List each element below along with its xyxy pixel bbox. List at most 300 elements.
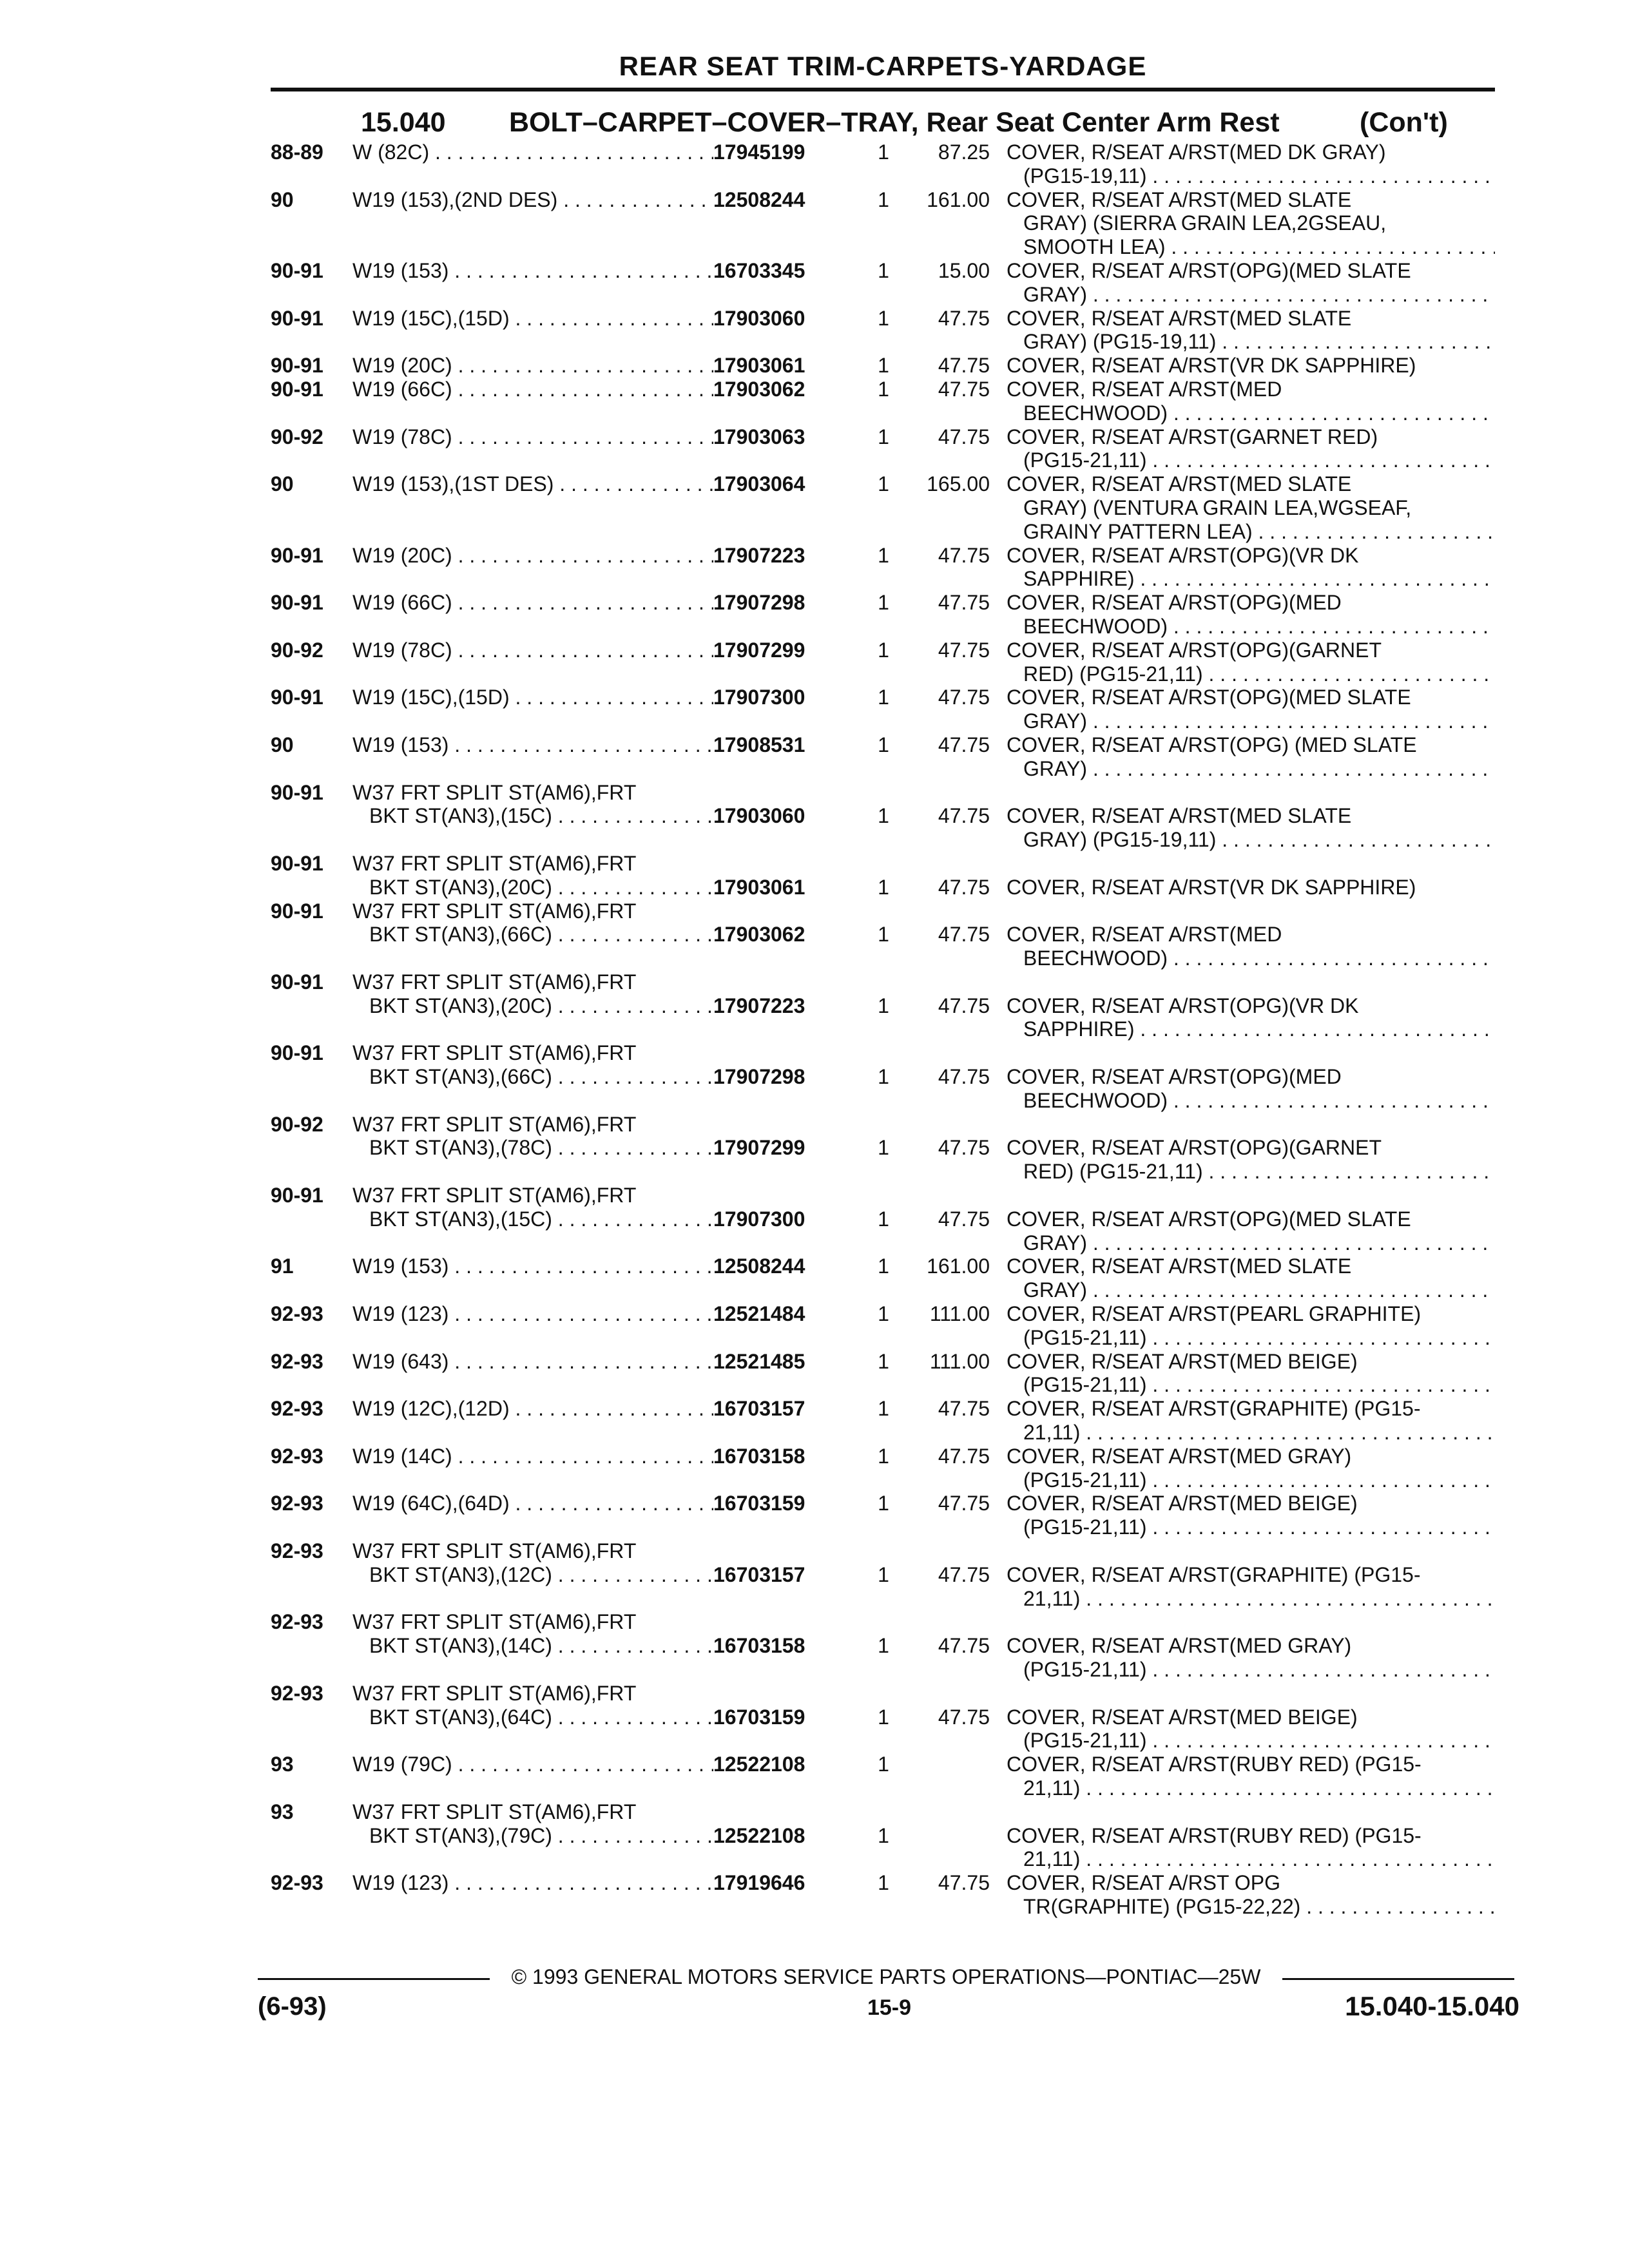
footer-rule-left xyxy=(258,1978,490,1980)
row-description-line: COVER, R/SEAT A/RST(OPG)(MED xyxy=(1007,591,1342,615)
row-model xyxy=(352,307,713,354)
row-model-line: BKT ST(AN3),(15C) . . . xyxy=(352,804,713,828)
row-model xyxy=(352,639,713,686)
row-description xyxy=(1007,1041,1495,1112)
row-model-line: W37 FRT SPLIT ST(AM6),FRT xyxy=(352,970,637,994)
row-description-line: GRAY) . . . xyxy=(1007,283,1495,307)
row-part-number: 17945199 xyxy=(713,140,805,164)
row-description-line: COVER, R/SEAT A/RST(OPG)(MED SLATE xyxy=(1007,1207,1411,1231)
row-description-line: COVER, R/SEAT A/RST(MED DK GRAY) xyxy=(1007,140,1386,164)
row-model-line: W19 (15C),(15D) . . . xyxy=(352,686,713,709)
row-model xyxy=(352,1682,713,1753)
row-description-line: SAPPHIRE) . . . xyxy=(1007,1017,1495,1041)
row-description-line: COVER, R/SEAT A/RST(OPG)(GARNET xyxy=(1007,1136,1382,1160)
row-years: 92-93 xyxy=(271,1610,323,1634)
row-price: 47.75 xyxy=(938,1397,990,1421)
row-price: 47.75 xyxy=(938,1207,990,1231)
row-price: 47.75 xyxy=(938,994,990,1017)
row-description xyxy=(1007,1445,1495,1492)
row-description-line: COVER, R/SEAT A/RST(VR DK SAPPHIRE) xyxy=(1007,354,1416,378)
row-years: 90-91 xyxy=(271,970,323,994)
row-model-line: W37 FRT SPLIT ST(AM6),FRT xyxy=(352,1800,637,1823)
row-part-number: 17903060 xyxy=(713,804,805,828)
row-quantity: 1 xyxy=(878,1492,889,1515)
row-description xyxy=(1007,1113,1495,1184)
row-description xyxy=(1007,1753,1495,1800)
row-price: 47.75 xyxy=(938,306,990,330)
row-quantity: 1 xyxy=(878,425,889,448)
row-model-line: W19 (78C) . . . xyxy=(352,425,713,449)
section-continued: (Con't) xyxy=(1360,107,1448,138)
row-model xyxy=(352,781,713,852)
row-quantity: 1 xyxy=(878,733,889,756)
row-model-line: W37 FRT SPLIT ST(AM6),FRT xyxy=(352,780,637,804)
row-description-line: RED) (PG15-21,11) . . . xyxy=(1007,662,1495,686)
row-model-line: W37 FRT SPLIT ST(AM6),FRT xyxy=(352,851,637,875)
parts-row xyxy=(271,1254,1495,1302)
footer-copyright: © 1993 GENERAL MOTORS SERVICE PARTS OPERATIONS—PONTIAC—25W xyxy=(511,1965,1261,1988)
row-quantity: 1 xyxy=(878,1349,889,1373)
row-price: 161.00 xyxy=(927,1254,990,1278)
row-years: 90-91 xyxy=(271,1041,323,1065)
row-description xyxy=(1007,1610,1495,1681)
row-description-line: GRAY) . . . xyxy=(1007,757,1495,781)
row-description-line: GRAY) . . . xyxy=(1007,709,1495,733)
row-description-line: BEECHWOOD) . . . xyxy=(1007,615,1495,639)
row-years: 90 xyxy=(271,733,294,756)
row-model xyxy=(352,425,713,473)
row-price: 15.00 xyxy=(938,258,990,282)
row-price: 111.00 xyxy=(929,1302,990,1326)
row-model xyxy=(352,1539,713,1610)
row-description-line: COVER, R/SEAT A/RST(RUBY RED) (PG15- xyxy=(1007,1753,1422,1776)
row-description xyxy=(1007,733,1495,781)
row-model xyxy=(352,1302,713,1350)
row-part-number: 16703345 xyxy=(713,258,805,282)
row-model-line: W19 (153),(1ST DES) . . . xyxy=(352,472,713,496)
row-description xyxy=(1007,378,1495,425)
parts-row xyxy=(271,1610,1495,1681)
row-description-line: (PG15-19,11) . . . xyxy=(1007,164,1495,188)
row-price: 47.75 xyxy=(938,591,990,615)
section-title: BOLT–CARPET–COVER–TRAY, Rear Seat Center Arm Rest xyxy=(509,107,1280,138)
row-description xyxy=(1007,1871,1495,1919)
row-model-line: W19 (123) . . . xyxy=(352,1302,713,1326)
row-quantity: 1 xyxy=(878,187,889,211)
row-part-number: 12521484 xyxy=(713,1302,805,1326)
row-model-line: W (82C) . . . xyxy=(352,140,713,164)
parts-row xyxy=(271,1302,1495,1350)
row-model-line: W19 (78C) . . . xyxy=(352,639,713,662)
row-description xyxy=(1007,899,1495,970)
row-description xyxy=(1007,1492,1495,1539)
row-description xyxy=(1007,1254,1495,1302)
row-description-line: GRAY) (VENTURA GRAIN LEA,WGSEAF, xyxy=(1023,495,1412,519)
row-description xyxy=(1007,354,1495,378)
row-quantity: 1 xyxy=(878,377,889,401)
row-model xyxy=(352,1113,713,1184)
row-model xyxy=(352,188,713,259)
row-description-line: COVER, R/SEAT A/RST(MED SLATE xyxy=(1007,187,1352,211)
parts-row xyxy=(271,852,1495,899)
row-model-line: BKT ST(AN3),(12C) . . . xyxy=(352,1563,713,1587)
row-quantity: 1 xyxy=(878,140,889,164)
row-model xyxy=(352,591,713,639)
row-part-number: 17907300 xyxy=(713,686,805,709)
row-quantity: 1 xyxy=(878,1444,889,1468)
row-model xyxy=(352,1753,713,1800)
row-model xyxy=(352,1610,713,1681)
row-years: 90-91 xyxy=(271,1184,323,1207)
row-quantity: 1 xyxy=(878,258,889,282)
row-description-line: COVER, R/SEAT A/RST(OPG)(VR DK xyxy=(1007,543,1359,567)
parts-row xyxy=(271,781,1495,852)
row-description-line: COVER, R/SEAT A/RST(MED BEIGE) xyxy=(1007,1705,1358,1729)
row-model-line: W37 FRT SPLIT ST(AM6),FRT xyxy=(352,1681,637,1705)
row-description-line: COVER, R/SEAT A/RST(OPG)(MED xyxy=(1007,1065,1342,1089)
row-model-line: W19 (15C),(15D) . . . xyxy=(352,307,713,331)
row-part-number: 16703157 xyxy=(713,1397,805,1421)
row-model xyxy=(352,1184,713,1254)
row-years: 90-91 xyxy=(271,899,323,923)
row-part-number: 12521485 xyxy=(713,1349,805,1373)
row-description xyxy=(1007,544,1495,591)
parts-row xyxy=(271,188,1495,259)
row-model-line: W19 (12C),(12D) . . . xyxy=(352,1397,713,1421)
row-model xyxy=(352,259,713,307)
row-model-line: W19 (66C) . . . xyxy=(352,378,713,401)
row-description xyxy=(1007,1800,1495,1871)
row-quantity: 1 xyxy=(878,1634,889,1658)
row-description xyxy=(1007,1539,1495,1610)
row-model-line: W37 FRT SPLIT ST(AM6),FRT xyxy=(352,1184,637,1207)
row-model-line: W19 (153) . . . xyxy=(352,259,713,283)
row-quantity: 1 xyxy=(878,1207,889,1231)
row-price: 47.75 xyxy=(938,804,990,828)
row-model-line: BKT ST(AN3),(79C) . . . xyxy=(352,1824,713,1848)
row-description xyxy=(1007,472,1495,543)
row-model-line: BKT ST(AN3),(78C) . . . xyxy=(352,1136,713,1160)
row-part-number: 17907223 xyxy=(713,543,805,567)
row-model-line: W19 (153) . . . xyxy=(352,733,713,757)
row-model-line: W19 (14C) . . . xyxy=(352,1445,713,1468)
row-model xyxy=(352,1254,713,1302)
row-years: 90 xyxy=(271,187,294,211)
row-description-line: 21,11) . . . xyxy=(1007,1587,1495,1611)
row-years: 90-91 xyxy=(271,686,323,709)
row-model-line: BKT ST(AN3),(66C) . . . xyxy=(352,923,713,947)
row-description xyxy=(1007,307,1495,354)
row-price: 47.75 xyxy=(938,923,990,947)
row-quantity: 1 xyxy=(878,1302,889,1326)
row-price: 47.75 xyxy=(938,1065,990,1089)
section-header xyxy=(271,104,1495,140)
row-model-line: W19 (153) . . . xyxy=(352,1254,713,1278)
row-description-line: RED) (PG15-21,11) . . . xyxy=(1007,1160,1495,1184)
row-years: 90-92 xyxy=(271,638,323,662)
row-description-line: TR(GRAPHITE) (PG15-22,22) . . . xyxy=(1007,1895,1495,1919)
row-years: 90-92 xyxy=(271,1112,323,1136)
row-model-line: W37 FRT SPLIT ST(AM6),FRT xyxy=(352,1610,637,1634)
row-description xyxy=(1007,259,1495,307)
row-description xyxy=(1007,140,1495,188)
parts-row xyxy=(271,1041,1495,1112)
row-description xyxy=(1007,591,1495,639)
row-model-line: W19 (643) . . . xyxy=(352,1350,713,1374)
row-part-number: 12508244 xyxy=(713,187,805,211)
parts-row xyxy=(271,1682,1495,1753)
row-description-line: COVER, R/SEAT A/RST(OPG)(GARNET xyxy=(1007,638,1382,662)
parts-row xyxy=(271,472,1495,543)
row-part-number: 17907299 xyxy=(713,638,805,662)
row-model-line: BKT ST(AN3),(66C) . . . xyxy=(352,1065,713,1089)
row-model xyxy=(352,1492,713,1539)
row-model xyxy=(352,1041,713,1112)
row-model-line: W37 FRT SPLIT ST(AM6),FRT xyxy=(352,1041,637,1065)
row-description-line: COVER, R/SEAT A/RST(OPG)(VR DK xyxy=(1007,994,1359,1017)
row-description-line: GRAY) . . . xyxy=(1007,1231,1495,1255)
row-quantity: 1 xyxy=(878,923,889,947)
row-model xyxy=(352,1445,713,1492)
row-price: 47.75 xyxy=(938,1492,990,1515)
row-description-line: BEECHWOOD) . . . xyxy=(1007,1089,1495,1113)
row-price: 161.00 xyxy=(927,187,990,211)
row-years: 90-92 xyxy=(271,425,323,448)
row-description-line: GRAY) (PG15-19,11) . . . xyxy=(1007,828,1495,852)
row-description xyxy=(1007,1302,1495,1350)
row-description-line: COVER, R/SEAT A/RST(MED BEIGE) xyxy=(1007,1492,1358,1515)
parts-row xyxy=(271,733,1495,781)
row-description-line: (PG15-21,11) . . . xyxy=(1007,1729,1495,1753)
row-price: 47.75 xyxy=(938,733,990,756)
row-price: 47.75 xyxy=(938,377,990,401)
row-quantity: 1 xyxy=(878,804,889,828)
row-part-number: 17903061 xyxy=(713,354,805,378)
row-model-line: W19 (20C) . . . xyxy=(352,544,713,568)
row-price: 47.75 xyxy=(938,543,990,567)
row-years: 92-93 xyxy=(271,1397,323,1421)
row-model xyxy=(352,686,713,733)
row-years: 92-93 xyxy=(271,1302,323,1326)
row-quantity: 1 xyxy=(878,1753,889,1776)
row-quantity: 1 xyxy=(878,1254,889,1278)
row-quantity: 1 xyxy=(878,354,889,378)
row-part-number: 12522108 xyxy=(713,1823,805,1847)
row-description-line: 21,11) . . . xyxy=(1007,1421,1495,1445)
row-quantity: 1 xyxy=(878,472,889,496)
row-description-line: COVER, R/SEAT A/RST(MED GRAY) xyxy=(1007,1634,1352,1658)
row-part-number: 17907298 xyxy=(713,591,805,615)
row-model-line: W19 (153),(2ND DES) . . . xyxy=(352,188,713,212)
parts-row xyxy=(271,1539,1495,1610)
row-part-number: 17903060 xyxy=(713,306,805,330)
footer-rule-right xyxy=(1282,1978,1514,1980)
row-price: 111.00 xyxy=(929,1349,990,1373)
row-description-line: SAPPHIRE) . . . xyxy=(1007,567,1495,591)
row-price: 47.75 xyxy=(938,875,990,899)
row-price: 47.75 xyxy=(938,686,990,709)
row-part-number: 16703157 xyxy=(713,1562,805,1586)
row-years: 92-93 xyxy=(271,1681,323,1705)
page-title: REAR SEAT TRIM-CARPETS-YARDAGE xyxy=(619,51,1147,81)
row-price: 47.75 xyxy=(938,638,990,662)
parts-row xyxy=(271,591,1495,639)
row-model-line: W37 FRT SPLIT ST(AM6),FRT xyxy=(352,1539,637,1563)
parts-row xyxy=(271,1800,1495,1871)
row-description xyxy=(1007,1350,1495,1398)
row-description-line: 21,11) . . . xyxy=(1007,1776,1495,1800)
row-quantity: 1 xyxy=(878,686,889,709)
row-price: 47.75 xyxy=(938,354,990,378)
row-part-number: 17907299 xyxy=(713,1136,805,1160)
row-price: 165.00 xyxy=(927,472,990,496)
row-model xyxy=(352,1871,713,1919)
row-quantity: 1 xyxy=(878,1397,889,1421)
row-quantity: 1 xyxy=(878,994,889,1017)
row-years: 90-91 xyxy=(271,780,323,804)
row-part-number: 12508244 xyxy=(713,1254,805,1278)
row-description-line: GRAINY PATTERN LEA) . . . xyxy=(1007,520,1495,544)
footer-date: (6-93) xyxy=(258,1992,327,2021)
row-model xyxy=(352,1800,713,1871)
row-quantity: 1 xyxy=(878,638,889,662)
row-years: 90 xyxy=(271,472,294,496)
row-model xyxy=(352,472,713,543)
row-description-line: (PG15-21,11) . . . xyxy=(1007,448,1495,472)
row-part-number: 17908531 xyxy=(713,733,805,756)
row-quantity: 1 xyxy=(878,306,889,330)
row-years: 92-93 xyxy=(271,1871,323,1895)
row-quantity: 1 xyxy=(878,1871,889,1895)
row-description-line: (PG15-21,11) . . . xyxy=(1007,1373,1495,1397)
row-part-number: 17907300 xyxy=(713,1207,805,1231)
parts-row xyxy=(271,425,1495,473)
row-years: 90-91 xyxy=(271,851,323,875)
row-description-line: BEECHWOOD) . . . xyxy=(1007,401,1495,425)
row-part-number: 12522108 xyxy=(713,1753,805,1776)
row-model xyxy=(352,1397,713,1445)
row-years: 90-91 xyxy=(271,591,323,615)
row-model-line: BKT ST(AN3),(20C) . . . xyxy=(352,876,713,899)
row-years: 92-93 xyxy=(271,1539,323,1563)
row-price: 47.75 xyxy=(938,425,990,448)
row-part-number: 16703158 xyxy=(713,1444,805,1468)
row-years: 90-91 xyxy=(271,354,323,378)
row-years: 93 xyxy=(271,1800,294,1823)
row-model-line: W19 (79C) . . . xyxy=(352,1753,713,1776)
row-part-number: 16703158 xyxy=(713,1634,805,1658)
row-years: 91 xyxy=(271,1254,294,1278)
row-quantity: 1 xyxy=(878,1136,889,1160)
row-model-line: W19 (64C),(64D) . . . xyxy=(352,1492,713,1515)
row-model xyxy=(352,733,713,781)
footer-page-number: 15-9 xyxy=(867,1995,912,2020)
row-price: 47.75 xyxy=(938,1136,990,1160)
row-quantity: 1 xyxy=(878,1705,889,1729)
row-description-line: COVER, R/SEAT A/RST(OPG)(MED SLATE xyxy=(1007,686,1411,709)
row-years: 93 xyxy=(271,1753,294,1776)
row-model-line: BKT ST(AN3),(20C) . . . xyxy=(352,994,713,1018)
parts-row xyxy=(271,899,1495,970)
row-description xyxy=(1007,970,1495,1041)
row-model-line: W37 FRT SPLIT ST(AM6),FRT xyxy=(352,899,637,923)
row-description-line: BEECHWOOD) . . . xyxy=(1007,947,1495,970)
row-part-number: 17903063 xyxy=(713,425,805,448)
row-model xyxy=(352,378,713,425)
parts-row xyxy=(271,307,1495,354)
row-description-line: COVER, R/SEAT A/RST(VR DK SAPPHIRE) xyxy=(1007,875,1416,899)
parts-row xyxy=(271,1753,1495,1800)
row-quantity: 1 xyxy=(878,591,889,615)
row-model-line: W37 FRT SPLIT ST(AM6),FRT xyxy=(352,1112,637,1136)
row-years: 90-91 xyxy=(271,258,323,282)
parts-row xyxy=(271,686,1495,733)
row-description xyxy=(1007,425,1495,473)
parts-row xyxy=(271,1113,1495,1184)
parts-row xyxy=(271,140,1495,188)
row-description-line: COVER, R/SEAT A/RST(MED xyxy=(1007,923,1282,947)
row-model xyxy=(352,354,713,378)
row-description-line: COVER, R/SEAT A/RST(GRAPHITE) (PG15- xyxy=(1007,1562,1421,1586)
row-model-line: W19 (20C) . . . xyxy=(352,354,713,378)
parts-row xyxy=(271,354,1495,378)
row-price: 47.75 xyxy=(938,1562,990,1586)
section-number: 15.040 xyxy=(361,107,446,138)
row-description-line: 21,11) . . . xyxy=(1007,1847,1495,1871)
row-years: 90-91 xyxy=(271,543,323,567)
row-model xyxy=(352,970,713,1041)
row-description-line: SMOOTH LEA) . . . xyxy=(1007,235,1495,259)
row-quantity: 1 xyxy=(878,1562,889,1586)
row-price: 47.75 xyxy=(938,1705,990,1729)
row-description-line: COVER, R/SEAT A/RST(MED BEIGE) xyxy=(1007,1349,1358,1373)
title-rule xyxy=(271,88,1495,91)
row-years: 92-93 xyxy=(271,1492,323,1515)
parts-row xyxy=(271,1492,1495,1539)
parts-row xyxy=(271,544,1495,591)
parts-row xyxy=(271,259,1495,307)
row-part-number: 17903061 xyxy=(713,875,805,899)
row-description xyxy=(1007,188,1495,259)
row-part-number: 17907298 xyxy=(713,1065,805,1089)
row-description-line: (PG15-21,11) . . . xyxy=(1007,1515,1495,1539)
row-model xyxy=(352,544,713,591)
row-model-line: BKT ST(AN3),(15C) . . . xyxy=(352,1207,713,1231)
row-description-line: COVER, R/SEAT A/RST(RUBY RED) (PG15- xyxy=(1007,1823,1422,1847)
row-description-line: COVER, R/SEAT A/RST(OPG)(MED SLATE xyxy=(1007,258,1411,282)
parts-row xyxy=(271,1350,1495,1398)
row-description-line: COVER, R/SEAT A/RST(MED xyxy=(1007,377,1282,401)
row-years: 92-93 xyxy=(271,1349,323,1373)
row-description xyxy=(1007,1397,1495,1445)
row-model xyxy=(352,140,713,188)
row-part-number: 17903062 xyxy=(713,923,805,947)
row-part-number: 16703159 xyxy=(713,1705,805,1729)
row-description-line: GRAY) (SIERRA GRAIN LEA,2GSEAU, xyxy=(1023,211,1387,235)
row-description-line: GRAY) (PG15-19,11) . . . xyxy=(1007,330,1495,354)
row-years: 90-91 xyxy=(271,306,323,330)
row-price: 47.75 xyxy=(938,1634,990,1658)
row-part-number: 17907223 xyxy=(713,994,805,1017)
row-model-line: BKT ST(AN3),(64C) . . . xyxy=(352,1706,713,1729)
row-part-number: 17919646 xyxy=(713,1871,805,1895)
parts-row xyxy=(271,1871,1495,1919)
row-model xyxy=(352,1350,713,1398)
footer-section-range: 15.040-15.040 xyxy=(1345,1991,1519,2021)
row-description-line: COVER, R/SEAT A/RST(GRAPHITE) (PG15- xyxy=(1007,1397,1421,1421)
row-price: 47.75 xyxy=(938,1871,990,1895)
row-description-line: COVER, R/SEAT A/RST OPG xyxy=(1007,1871,1280,1895)
